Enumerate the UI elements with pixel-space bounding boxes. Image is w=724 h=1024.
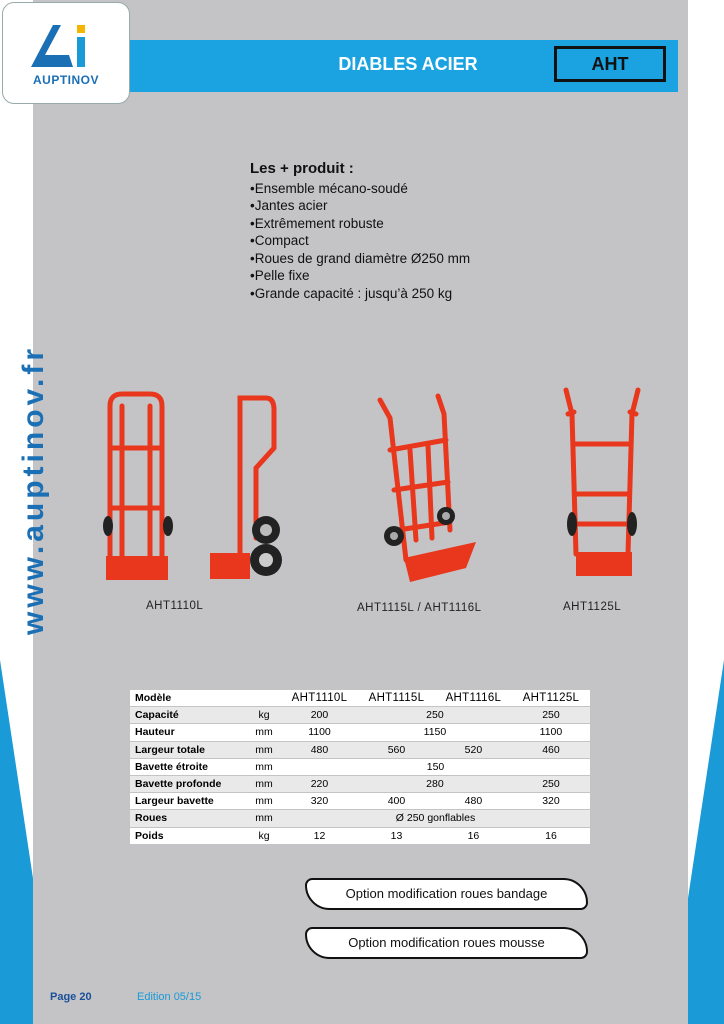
trolley-aht1125l-image bbox=[560, 384, 644, 584]
table-cell: mm bbox=[247, 741, 281, 758]
feature-item: • Ensemble mécano-soudé bbox=[250, 180, 570, 198]
table-cell: 12 bbox=[281, 827, 358, 844]
table-cell: 1100 bbox=[281, 724, 358, 741]
brand-logo bbox=[2, 2, 130, 104]
product-caption: AHT1115L / AHT1116L bbox=[357, 602, 482, 614]
product-caption: AHT1125L bbox=[563, 601, 622, 613]
product-code-badge: AHT bbox=[554, 46, 666, 82]
trolley-aht1110l-image bbox=[98, 388, 288, 588]
auptinov-logo-icon bbox=[23, 19, 103, 79]
table-row bbox=[130, 724, 590, 741]
table-cell: Largeur totale bbox=[130, 741, 247, 758]
table-cell: Roues bbox=[130, 810, 247, 827]
table-cell: Bavette étroite bbox=[130, 758, 247, 775]
table-row bbox=[130, 775, 590, 792]
table-cell: 150 bbox=[281, 758, 590, 775]
features-title: Les + produit : bbox=[250, 160, 354, 177]
table-cell: 280 bbox=[358, 775, 512, 792]
spec-table bbox=[130, 690, 590, 845]
table-cell: 480 bbox=[281, 741, 358, 758]
table-cell: 1100 bbox=[512, 724, 590, 741]
feature-item: • Pelle fixe bbox=[250, 267, 570, 285]
table-cell: Poids bbox=[130, 827, 247, 844]
table-cell: 560 bbox=[358, 741, 435, 758]
table-cell: mm bbox=[247, 775, 281, 792]
table-cell: 400 bbox=[358, 793, 435, 810]
table-header-cell: AHT1110L bbox=[281, 690, 358, 707]
table-row bbox=[130, 758, 590, 775]
feature-item: • Extrêmement robuste bbox=[250, 215, 570, 233]
brand-name: AUPTINOV bbox=[32, 73, 99, 87]
table-row bbox=[130, 827, 590, 844]
table-cell: 250 bbox=[358, 707, 512, 724]
table-row bbox=[130, 810, 590, 827]
table-header-cell: Modèle bbox=[130, 690, 247, 707]
table-cell: kg bbox=[247, 827, 281, 844]
table-cell: 460 bbox=[512, 741, 590, 758]
page-title: DIABLES ACIER bbox=[338, 54, 478, 74]
feature-item: • Jantes acier bbox=[250, 197, 570, 215]
option-mousse-button[interactable]: Option modification roues mousse bbox=[305, 927, 588, 959]
table-header-cell: AHT1116L bbox=[435, 690, 512, 707]
table-cell: 250 bbox=[512, 775, 590, 792]
table-cell: mm bbox=[247, 793, 281, 810]
table-cell: 250 bbox=[512, 707, 590, 724]
table-cell: 320 bbox=[281, 793, 358, 810]
feature-item: • Compact bbox=[250, 232, 570, 250]
table-cell: 220 bbox=[281, 775, 358, 792]
option-bandage-button[interactable]: Option modification roues bandage bbox=[305, 878, 588, 910]
table-cell: 520 bbox=[435, 741, 512, 758]
table-cell: 1150 bbox=[358, 724, 512, 741]
table-cell: mm bbox=[247, 724, 281, 741]
table-cell: 13 bbox=[358, 827, 435, 844]
website-link[interactable]: www.auptinov.fr bbox=[17, 345, 50, 635]
product-caption: AHT1110L bbox=[146, 600, 204, 612]
edition-label: Edition 05/15 bbox=[137, 991, 202, 1003]
table-cell: Capacité bbox=[130, 707, 247, 724]
table-row bbox=[130, 707, 590, 724]
table-cell: 480 bbox=[435, 793, 512, 810]
feature-item: • Roues de grand diamètre Ø250 mm bbox=[250, 250, 570, 268]
table-header-cell bbox=[247, 690, 281, 707]
feature-item: • Grande capacité : jusqu’à 250 kg bbox=[250, 285, 570, 303]
table-cell: 16 bbox=[512, 827, 590, 844]
trolley-aht1115l-image bbox=[376, 390, 486, 590]
features-block bbox=[250, 160, 570, 302]
table-cell: Ø 250 gonflables bbox=[281, 810, 590, 827]
features-list bbox=[250, 180, 570, 303]
table-cell: Bavette profonde bbox=[130, 775, 247, 792]
table-cell: 16 bbox=[435, 827, 512, 844]
table-cell: 200 bbox=[281, 707, 358, 724]
table-cell: 320 bbox=[512, 793, 590, 810]
table-cell: kg bbox=[247, 707, 281, 724]
table-cell: mm bbox=[247, 810, 281, 827]
table-row bbox=[130, 793, 590, 810]
table-header-cell: AHT1125L bbox=[512, 690, 590, 707]
table-cell: Hauteur bbox=[130, 724, 247, 741]
table-cell: Largeur bavette bbox=[130, 793, 247, 810]
header-bar bbox=[128, 40, 678, 92]
table-header-row bbox=[130, 690, 590, 707]
table-cell: mm bbox=[247, 758, 281, 775]
page-number: Page 20 bbox=[50, 991, 92, 1003]
table-header-cell: AHT1115L bbox=[358, 690, 435, 707]
table-row bbox=[130, 741, 590, 758]
